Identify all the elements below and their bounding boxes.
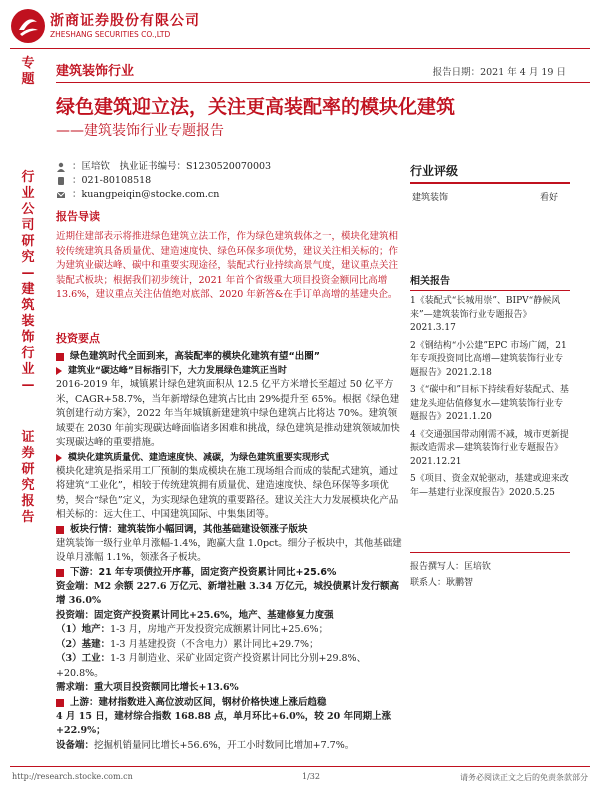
page-number: 1/32 [302,772,320,781]
page-subtitle: ——建筑装饰行业专题报告 [56,123,224,139]
bullet-triangle-icon [56,454,62,462]
contacts-block [410,552,570,591]
point-3-invest: 投资端：固定资产投资累计同比+25.6%，地产、基建修复力度强 [56,609,334,621]
report-date: 报告日期：2021 年 4 月 19 日 [432,67,566,78]
bullet-square-icon [56,526,64,534]
industry-label: 建筑装饰行业 [56,64,135,79]
side-label-report-type: 证券研究报告 [21,430,35,525]
title-divider [56,82,590,83]
footer-disclaimer: 请务必阅读正文之后的免责条款部分 [460,773,588,782]
point-3-demand: 需求端：重大项目投资额同比增长+13.6% [56,682,239,693]
bullet-triangle-icon [56,367,62,375]
related-reports [410,272,570,504]
footer-divider [10,766,590,767]
investment-points [56,330,402,753]
related-heading: 相关报告 [410,272,570,291]
company-name-en: ZHESHANG SECURITIES CO.,LTD [50,30,171,39]
intro-text: 近期住建部表示将推进绿色建筑立法工作，作为绿色建筑载体之一，模块化建筑相较传统建筑具备质量优、建造速度快、绿色环保多项优势，建议关注相关标的；作为建筑业碳达峰、碳中和重要实现途径，装配式行业持续高景气度，建议重点关注装配式板块；根据我们初步统计，2021 年首个省级重大项目投资金额同比高增 13.6%，建议重点关注估值绝对底部、2020 年新答&在手订单高增的基建央企。 [56,231,399,300]
company-logo-icon [10,8,46,44]
point-4-head: 上游：建材指数进入高位波动区间，钢材价格快速上涨后趋稳 [56,696,402,710]
point-1-head: 绿色建筑时代全面到来，高装配率的模块化建筑有望“出圈” [56,350,402,364]
point-1-text1: 2016-2019 年，城镇累计绿色建筑面积从 12.5 亿平方米增长至超过 50 亿平方米，CAGR+58.7%，当年新增绿色建筑占比由 29%提升至 65%。根据《绿色建筑创建行动方案》，2022 年当年城镇新建建筑中绿色建筑占比将达 70%。建筑领域要在 2030 年前实现碳达峰面临诸多困难和挑战，绿色建筑是推动建筑领域加快实现碳达峰的重要措施。 [56,379,400,448]
related-report-item[interactable]: 5《项目、资金双轮驱动，基建或迎来改年—基建行业深度报告》2020.5.25 [410,474,569,498]
bullet-square-icon [56,699,64,707]
point-3-item-1: （1）地产：1-3 月，房地产开发投资完成额累计同比+25.6%； [56,624,329,635]
rating-row [410,190,570,203]
page-title: 绿色建筑迎立法，关注更高装配率的模块化建筑 [56,96,456,118]
point-2-text: 建筑装饰一级行业单月涨幅-1.4%，跑赢大盘 1.0pct。细分子板块中，其他基础建设单月涨幅 1.1%，领涨各子板块。 [56,537,402,563]
point-2-head: 板块行情：建筑装饰小幅回调，其他基础建设领涨子版块 [56,523,402,537]
point-3-money: 资金端：M2 余额 227.6 万亿元、新增社融 3.34 万亿元，城投债累计发行额高增 36.0% [56,580,400,606]
analyst-phone: ：021-80108518 [72,175,152,186]
analyst-info [56,160,271,202]
header-divider [10,48,590,49]
analyst-email[interactable]: ：kuangpeiqin@stocke.com.cn [72,189,220,200]
rating-industry: 建筑装饰 [412,193,449,203]
side-label-category: 行业公司研究—建筑装饰行业— [21,170,35,393]
intro-heading: 报告导读 [56,210,100,223]
bullet-square-icon [56,569,64,577]
email-icon [56,190,66,200]
point-4-line1: 4 月 15 日，建材综合指数 168.88 点，单月环比+6.0%，较 20 年同期上涨+22.9%； [56,710,392,736]
analyst-name-license: ：匡培钦 执业证书编号：S1230520070003 [72,161,272,172]
point-1-sub1: 建筑业“碳达峰”目标指引下，大力发展绿色建筑正当时 [56,364,402,378]
industry-rating [410,162,570,203]
related-report-item[interactable]: 2《钢结构“小公建”EPC 市场广阔，21 年专项投资同比高增—建筑装饰行业专题报告》2021.2.18 [410,340,567,378]
point-3-item-3: （3）工业：1-3 月制造业、采矿业固定资产投资累计同比分别+29.8%、+20.8%。 [56,653,367,679]
point-1-sub2: 模块化建筑质量优、建造速度快、减碳，为绿色建筑重要实现形式 [56,451,402,465]
related-report-item[interactable]: 4《交通强国带动刚需不减，城市更新提振改造需求—建筑装饰行业专题报告》2021.12.21 [410,429,569,467]
related-report-item[interactable]: 1《装配式“长城用崇”、BIPV“静候风来”—建筑装饰行业专题报告》2021.3.17 [410,296,561,333]
side-label-topic: 专题 [21,56,35,87]
company-name-cn: 浙商证券股份有限公司 [50,13,200,29]
rating-heading: 行业评级 [410,162,570,184]
point-3-item-2: （2）基建：1-3 月基建投资（不含电力）累计同比+29.7%； [56,638,319,650]
person-icon [56,162,66,172]
phone-icon [56,176,66,186]
footer-url[interactable]: http://research.stocke.com.cn [12,772,133,781]
report-author: 报告撰写人：匡培钦 [410,562,492,572]
bullet-square-icon [56,353,64,361]
report-intro [56,208,402,303]
rating-value: 看好 [539,193,558,203]
report-contact: 联系人：耿鹏智 [410,578,474,588]
point-1-text2: 模块化建筑是指采用工厂预制的集成模块在施工现场组合而成的装配式建筑，通过将建筑“工业化”，相较于传统建筑拥有质量优、建造速度快、绿色环保等多项优势，契合“绿色”定义，为实现绿色建筑的重要路径。建议关注大力发展模块化产品相关标的：远大住工、中国建筑国际、中集集团等。 [56,465,399,520]
point-4-line2: 设备端：挖掘机销量同比增长+56.6%，开工小时数同比增加+7.7%。 [56,739,355,751]
point-3-head: 下游：21 年专项债拉开序幕，固定资产投资累计同比+25.6% [56,566,402,580]
related-report-item[interactable]: 3《“碳中和”目标下持续看好装配式、基建龙头迎估值修复水—建筑装饰行业专题报告》2021.1.20 [410,385,569,422]
points-heading: 投资要点 [56,332,100,345]
